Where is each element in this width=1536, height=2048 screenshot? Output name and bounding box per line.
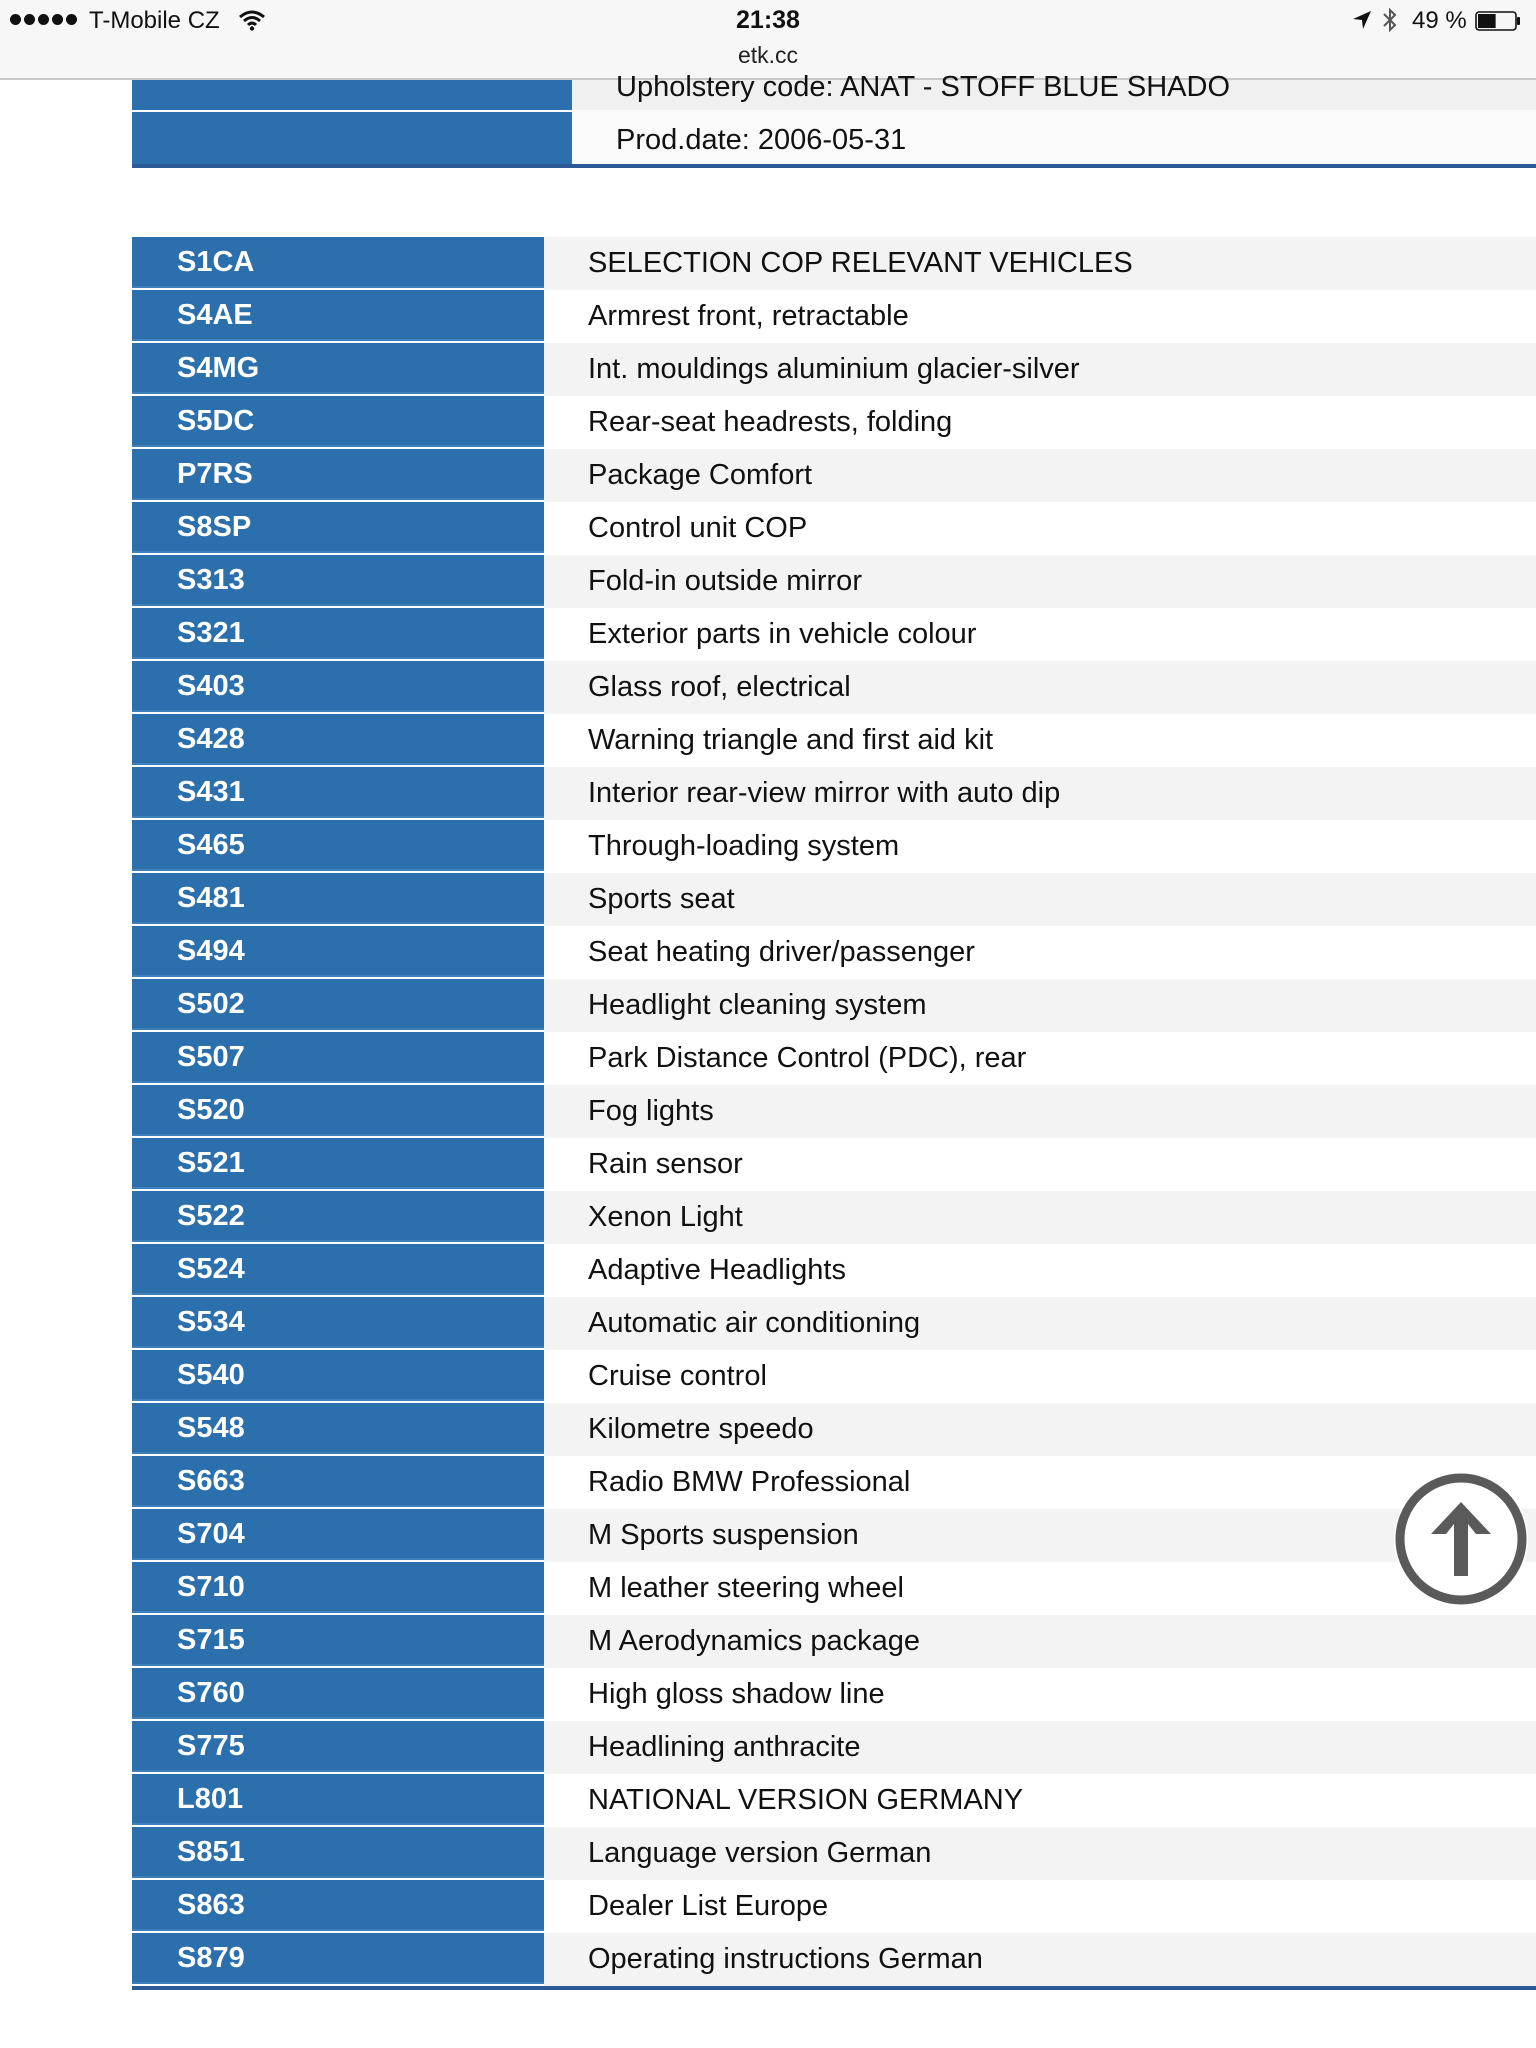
option-description: Rear-seat headrests, folding	[544, 396, 1536, 449]
table-row	[132, 343, 1536, 396]
option-description: Glass roof, electrical	[544, 661, 1536, 714]
option-description: M Aerodynamics package	[544, 1615, 1536, 1668]
option-description: High gloss shadow line	[544, 1668, 1536, 1721]
table-row	[132, 1085, 1536, 1138]
arrow-up-circle-icon	[1394, 1472, 1528, 1606]
table-row	[132, 1562, 1536, 1615]
option-description: Armrest front, retractable	[544, 290, 1536, 343]
option-description: Rain sensor	[544, 1138, 1536, 1191]
option-code: P7RS	[132, 449, 544, 500]
option-code: S715	[132, 1615, 544, 1666]
option-code: S522	[132, 1191, 544, 1242]
option-description: M leather steering wheel	[544, 1562, 1536, 1615]
option-code: S879	[132, 1933, 544, 1984]
option-description: Radio BMW Professional	[544, 1456, 1536, 1509]
option-description: Xenon Light	[544, 1191, 1536, 1244]
table-row	[132, 1032, 1536, 1085]
option-description: Automatic air conditioning	[544, 1297, 1536, 1350]
option-description: Fold-in outside mirror	[544, 555, 1536, 608]
table-row	[132, 1615, 1536, 1668]
option-code: S494	[132, 926, 544, 977]
info-value-column	[572, 71, 1536, 164]
option-description: Seat heating driver/passenger	[544, 926, 1536, 979]
table-row	[132, 979, 1536, 1032]
production-date: Prod.date: 2006-05-31	[616, 124, 907, 156]
info-label-column	[132, 80, 572, 164]
table-row	[132, 502, 1536, 555]
option-code: S663	[132, 1456, 544, 1507]
option-code: S481	[132, 873, 544, 924]
table-row	[132, 1403, 1536, 1456]
option-code: S704	[132, 1509, 544, 1560]
option-code: S548	[132, 1403, 544, 1454]
option-code: S5DC	[132, 396, 544, 447]
table-row	[132, 396, 1536, 449]
option-code: S534	[132, 1297, 544, 1348]
bluetooth-icon	[1382, 7, 1398, 33]
option-description: Language version German	[544, 1827, 1536, 1880]
option-code: S863	[132, 1880, 544, 1931]
table-row	[132, 555, 1536, 608]
table-row	[132, 1721, 1536, 1774]
option-code: S507	[132, 1032, 544, 1083]
option-code: S8SP	[132, 502, 544, 553]
option-code: S521	[132, 1138, 544, 1189]
table-row	[132, 449, 1536, 502]
carrier-name: T-Mobile CZ	[89, 7, 220, 34]
option-code: S851	[132, 1827, 544, 1878]
option-description: M Sports suspension	[544, 1509, 1536, 1562]
option-description: Int. mouldings aluminium glacier-silver	[544, 343, 1536, 396]
option-code: S540	[132, 1350, 544, 1401]
option-code: S403	[132, 661, 544, 712]
table-row	[132, 1880, 1536, 1933]
option-code: S520	[132, 1085, 544, 1136]
status-bar	[0, 0, 1536, 80]
option-description: Headlining anthracite	[544, 1721, 1536, 1774]
table-row	[132, 1509, 1536, 1562]
option-description: Adaptive Headlights	[544, 1244, 1536, 1297]
option-description: Through-loading system	[544, 820, 1536, 873]
option-description: Park Distance Control (PDC), rear	[544, 1032, 1536, 1085]
table-row	[132, 1244, 1536, 1297]
option-description: Exterior parts in vehicle colour	[544, 608, 1536, 661]
table-row	[132, 1350, 1536, 1403]
table-row	[132, 1827, 1536, 1880]
table-row	[132, 873, 1536, 926]
battery-icon	[1475, 11, 1521, 31]
option-description: Cruise control	[544, 1350, 1536, 1403]
table-row	[132, 767, 1536, 820]
option-description: Package Comfort	[544, 449, 1536, 502]
scroll-to-top-button[interactable]	[1394, 1472, 1528, 1606]
option-code: S524	[132, 1244, 544, 1295]
table-border	[132, 164, 1536, 168]
option-code: L801	[132, 1774, 544, 1825]
table-row	[132, 1456, 1536, 1509]
table-border	[132, 1986, 1536, 1990]
option-code: S313	[132, 555, 544, 606]
option-description: Headlight cleaning system	[544, 979, 1536, 1032]
table-row	[132, 820, 1536, 873]
option-description: Kilometre speedo	[544, 1403, 1536, 1456]
table-row	[132, 290, 1536, 343]
table-row	[132, 608, 1536, 661]
option-code: S710	[132, 1562, 544, 1613]
table-row	[132, 714, 1536, 767]
table-row	[132, 1138, 1536, 1191]
option-code: S502	[132, 979, 544, 1030]
option-description: Operating instructions German	[544, 1933, 1536, 1986]
option-description: Warning triangle and first aid kit	[544, 714, 1536, 767]
status-time: 21:38	[736, 6, 800, 34]
vehicle-info-table	[132, 71, 1536, 170]
battery-percent: 49 %	[1412, 7, 1467, 34]
option-code: S1CA	[132, 237, 544, 288]
table-row	[132, 1668, 1536, 1721]
location-icon	[1352, 10, 1372, 30]
options-table	[132, 237, 1536, 1986]
table-row	[132, 926, 1536, 979]
option-code: S428	[132, 714, 544, 765]
option-code: S760	[132, 1668, 544, 1719]
option-code: S321	[132, 608, 544, 659]
option-code: S4AE	[132, 290, 544, 341]
table-row	[132, 1774, 1536, 1827]
option-description: Fog lights	[544, 1085, 1536, 1138]
option-code: S4MG	[132, 343, 544, 394]
option-description: Dealer List Europe	[544, 1880, 1536, 1933]
option-description: NATIONAL VERSION GERMANY	[544, 1774, 1536, 1827]
option-code: S431	[132, 767, 544, 818]
upholstery-code: Upholstery code: ANAT - STOFF BLUE SHADO	[616, 71, 1231, 103]
address-url[interactable]: etk.cc	[737, 42, 799, 68]
table-row	[132, 237, 1536, 290]
option-code: S775	[132, 1721, 544, 1772]
option-description: Control unit COP	[544, 502, 1536, 555]
table-row	[132, 661, 1536, 714]
table-row	[132, 1933, 1536, 1986]
option-description: Interior rear-view mirror with auto dip	[544, 767, 1536, 820]
table-row	[132, 1297, 1536, 1350]
option-code: S465	[132, 820, 544, 871]
table-row	[132, 1191, 1536, 1244]
option-description: SELECTION COP RELEVANT VEHICLES	[544, 237, 1536, 290]
option-description: Sports seat	[544, 873, 1536, 926]
